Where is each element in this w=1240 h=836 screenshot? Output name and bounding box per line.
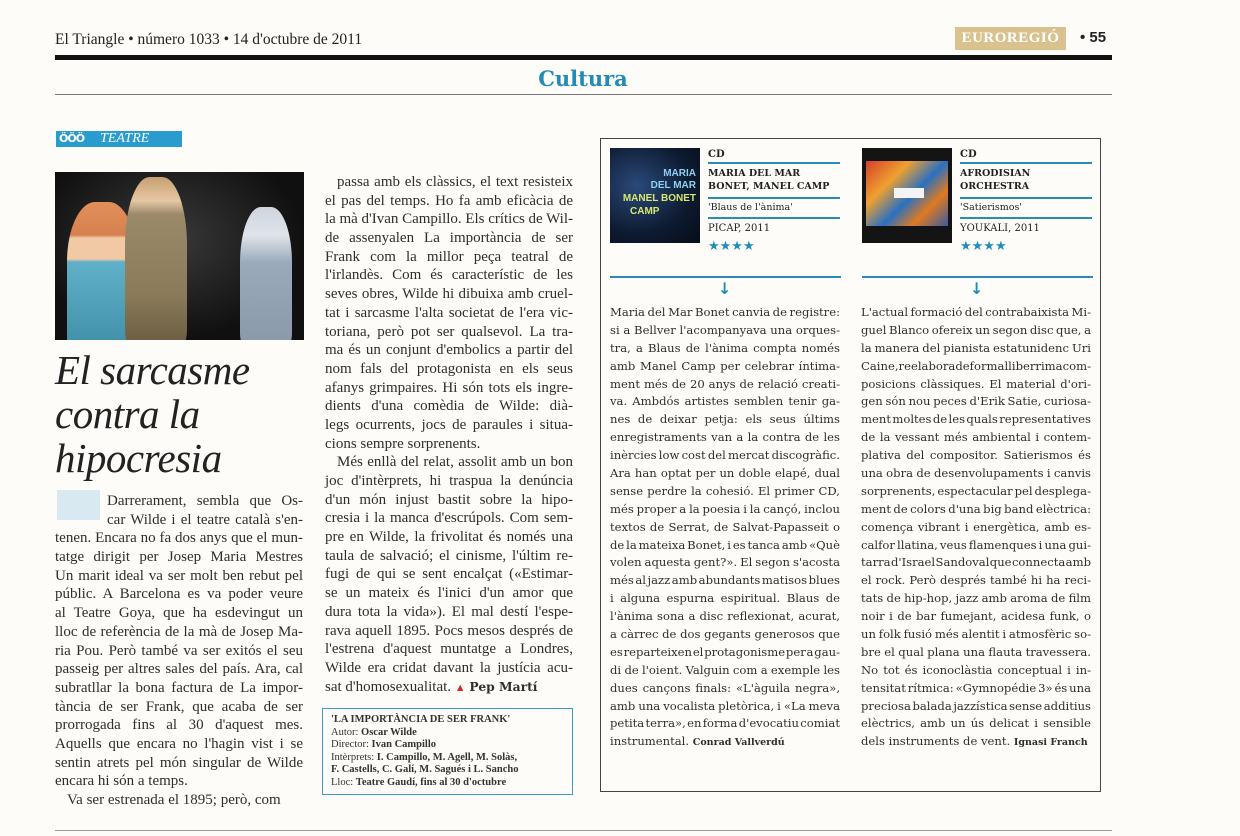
text-line — [55, 567, 304, 586]
text-line-content: L'actual formació del contrabaixista Mi- — [861, 305, 1091, 319]
text-line-content: subratllar la bona factura de La impor- — [55, 679, 303, 696]
text-line-content: amb una vocalista pletòrica, i «La meva — [610, 698, 840, 713]
text-line-content: de la mateixa Bonet, i es tanca amb «Què — [610, 537, 840, 552]
text-line-content: toriana, però pot ser qualsevol. La tra- — [325, 323, 573, 340]
text-line — [325, 435, 574, 454]
text-line — [325, 379, 574, 398]
artist-line: ORCHESTRA — [960, 180, 1030, 192]
category-label: TEATRE — [100, 131, 150, 146]
info-value: Teatre Gaudí, fins al 30 d'octubre — [355, 776, 507, 788]
text-line — [325, 248, 574, 267]
text-line-content: taula de salvació; el cinisme, l'últim re- — [325, 547, 573, 564]
text-line-content: de assenyalen La importància de ser — [325, 230, 573, 247]
text-line — [325, 229, 574, 248]
text-line — [610, 411, 841, 429]
text-line-content: l'ànima sona a disc reflexionat, acurat, — [610, 609, 840, 624]
review-label: YOUKALI, 2011 — [960, 223, 1040, 234]
text-line — [55, 754, 304, 773]
text-line-content: comença vibrant i energètica, amb es- — [861, 519, 1091, 534]
review-artist — [708, 164, 840, 199]
text-line — [325, 323, 574, 342]
text-line — [325, 528, 574, 547]
text-line-content: tats de hip-hop, jazz amb aroma de film — [861, 591, 1091, 606]
text-line — [861, 322, 1092, 340]
text-line — [55, 642, 304, 661]
footer-rule — [55, 830, 1112, 831]
text-line — [325, 491, 574, 510]
text-line-content: Frank com la millor peça teatral de — [325, 248, 573, 265]
cover-text: CAMP — [630, 206, 660, 217]
play-info-box — [322, 708, 573, 795]
text-line — [610, 698, 841, 716]
text-line-content: a càrrec de dos gegants generosos que — [610, 627, 840, 642]
text-line — [610, 608, 841, 626]
text-line-content: va. Ambdós artistes semblen tenir ga- — [610, 394, 840, 409]
text-line-content: una obra de desenvolupaments i canvis — [861, 466, 1091, 481]
review-divider — [862, 276, 1093, 278]
text-line — [55, 623, 304, 642]
cover-text: DEL MAR — [650, 180, 696, 191]
text-line-content: Maria del Mar Bonet canvia de registre: — [610, 305, 840, 319]
text-line-content: si a Bellver l'acompanyava una orques- — [610, 322, 840, 337]
text-line-content: tatge dirigit per Josep Maria Mestres — [55, 549, 303, 566]
info-row — [331, 739, 568, 752]
text-line-content: pre en Wilde, la frivolitat és només una — [325, 529, 573, 546]
headline-line: El sarcasme — [55, 347, 250, 393]
info-value: Oscar Wilde — [361, 726, 417, 738]
text-line-content: Caine, reelabora de forma lliberrima com- — [861, 358, 1091, 373]
text-line — [861, 644, 1092, 662]
review-album: 'Blaus de l'ànima' — [708, 199, 840, 219]
text-line-content: un folk fusió més alentit i atmosfèric so- — [861, 627, 1091, 642]
text-line — [610, 715, 841, 733]
text-line — [861, 608, 1092, 626]
text-line-content: afanys grimpaires. Hi són tots els ingre- — [325, 379, 573, 396]
text-line-content: l'estrena d'aquest muntatge a Londres, — [325, 641, 573, 658]
review-card-2 — [960, 148, 1092, 255]
text-line-content: Ara han optat per un doble elapé, dual — [610, 466, 840, 481]
text-line — [55, 604, 304, 623]
info-row — [331, 727, 568, 740]
text-line — [610, 572, 841, 590]
review-divider — [610, 276, 841, 278]
text-line — [610, 304, 841, 322]
text-line — [610, 662, 841, 680]
arrow-down-icon: ↓ — [718, 279, 732, 298]
text-line-content: dels instruments de vent. — [861, 734, 1011, 749]
section-title: Cultura — [538, 66, 628, 91]
info-row — [331, 764, 568, 777]
text-line — [325, 210, 574, 229]
text-line-content: públic. A Barcelona es va poder veure — [55, 586, 303, 603]
text-line-content: Wilde era cridat davant la justícia acu- — [325, 659, 573, 676]
actor-figure — [125, 177, 187, 340]
text-line — [610, 340, 841, 358]
text-line — [55, 772, 304, 791]
text-line-content: Darrerament, sembla que Os- — [107, 493, 303, 509]
review-album: 'Satierismos' — [960, 199, 1092, 219]
text-line-content: guel Blanco ofereix un segon disc que, a — [861, 322, 1091, 337]
text-line — [861, 572, 1092, 590]
text-line-content: joc d'intèrprets, hi traspua la denúncia — [325, 473, 573, 489]
author-name: Pep Martí — [469, 678, 538, 694]
text-line-content: No tot és iconoclàstia conceptual i in- — [861, 662, 1091, 677]
info-value: Ivan Campillo — [371, 739, 437, 750]
text-line — [861, 519, 1092, 537]
text-line — [861, 411, 1092, 429]
text-line — [861, 537, 1092, 555]
cover-text: MARIA — [663, 168, 696, 179]
text-line — [610, 483, 841, 501]
text-line — [861, 483, 1092, 501]
text-line-content: més proper a la poesia i la cançó, inclou — [610, 501, 840, 516]
text-line — [55, 716, 304, 735]
text-line-content: el rock. Però després també hi ha reci- — [861, 573, 1091, 588]
text-line — [861, 733, 1092, 751]
text-line-content: tensitat rítmica: «Gymnopédie 3» és una — [861, 680, 1091, 695]
section-rule — [55, 94, 1112, 95]
text-line — [610, 376, 841, 394]
text-line-content: bre el qual plana una flauta travessera. — [861, 644, 1091, 659]
text-line-content: ment més de 20 anys de relació creati- — [610, 376, 840, 391]
text-line — [610, 393, 841, 411]
text-line — [861, 554, 1092, 572]
artist-line: AFRODISIAN — [960, 168, 1031, 179]
text-line-content: dients d'una comèdia de Wilde: dià- — [325, 398, 573, 415]
review-author: Conrad Vallverdú — [692, 737, 785, 749]
text-line-content: Un marit ideal va ser molt ben rebut pel — [55, 567, 303, 584]
text-line-content: de la vessant més ambiental i contem- — [861, 430, 1091, 445]
text-line-content: preciosa balada jazzística sense additius — [861, 698, 1091, 713]
text-line — [55, 511, 304, 530]
text-line-content: amb Manel Camp per celebrar íntima- — [610, 358, 840, 373]
play-title: 'LA IMPORTÀNCIA DE SER FRANK' — [331, 714, 511, 725]
text-line — [861, 429, 1092, 447]
text-line-content: gen són nou peces d'Erik Satie, curiosa- — [861, 394, 1091, 409]
text-line — [325, 266, 574, 285]
text-line-content: se un mateix és l'inici d'un amor que — [325, 585, 573, 602]
text-line — [325, 472, 574, 491]
text-line — [861, 304, 1092, 322]
text-line — [325, 622, 574, 641]
page-number: • 55 — [1080, 29, 1107, 46]
text-line-content: Aquells que encara no l'hagin vist i se — [55, 735, 303, 752]
text-line — [610, 626, 841, 644]
text-line-content: al Teatre Goya, que ha esdevingut un — [55, 605, 303, 622]
info-label: Director: — [331, 739, 372, 750]
text-line-content: sense perdre la cohesió. El primer CD, — [610, 483, 840, 498]
text-line — [610, 644, 841, 662]
play-info-rows — [331, 727, 568, 790]
text-line — [610, 322, 841, 340]
red-triangle-icon: ▲ — [454, 681, 466, 694]
text-line-content: la manera del pianista estatunidenc Uri — [861, 340, 1091, 355]
text-line — [55, 698, 304, 717]
text-line-content: passeig per altres sales del país. Ara, cal — [55, 661, 303, 678]
text-line — [55, 679, 304, 698]
text-line — [861, 340, 1092, 358]
text-line — [861, 698, 1092, 716]
text-line — [55, 548, 304, 567]
text-line-content: tància de ser Frank, que acaba de ser — [55, 698, 303, 715]
three-circles-icon: ÖÖÖ — [59, 132, 85, 145]
text-line — [325, 341, 574, 360]
text-line-content: seves obres, Wilde hi dibuixa amb cruel- — [325, 286, 573, 303]
album-cover-satierismos — [862, 148, 952, 243]
arrow-down-icon: ↓ — [970, 279, 984, 298]
text-line — [861, 358, 1092, 376]
cover-text: MANEL BONET — [622, 193, 696, 204]
text-line — [861, 680, 1092, 698]
text-line — [861, 376, 1092, 394]
article-column-2 — [325, 173, 574, 696]
text-line-content: tarra d'Israel Sandoval que connecta amb — [861, 555, 1091, 570]
text-line-content: la mà d'Ivan Campillo. Els crítics de Wil- — [325, 211, 573, 228]
star-rating: ★★★★ — [708, 239, 755, 254]
text-line — [325, 453, 574, 472]
text-line — [610, 519, 841, 537]
text-line-content: car Wilde i el teatre català s'en- — [107, 511, 303, 528]
text-line — [55, 660, 304, 679]
text-line — [610, 680, 841, 698]
text-line-content: ria Pou. Però també va ser exitós el seu — [55, 642, 303, 659]
text-line-content: plativa del compositor. Satierismos és — [861, 448, 1091, 463]
section-badge: EUROREGIÓ — [955, 27, 1066, 50]
masthead: El Triangle • número 1033 • 14 d'octubre de 2011 — [55, 31, 363, 48]
text-line — [325, 360, 574, 379]
text-line-content: l'irlandès. Com és característic de les — [325, 267, 573, 284]
text-line — [861, 590, 1092, 608]
text-line-content: petita terra», en forma d'evocatiu comiat — [610, 716, 840, 731]
album-cover-blaus — [610, 148, 700, 243]
text-line — [325, 509, 574, 528]
text-line-content: nom fals del protagonista en els seus — [325, 360, 573, 377]
text-line-content: lloc de referència de la mà de Josep Ma- — [55, 623, 303, 640]
text-line — [325, 584, 574, 603]
text-line-content: passa amb els clàssics, el text resisteix — [337, 174, 573, 190]
text-line — [610, 554, 841, 572]
text-line — [610, 447, 841, 465]
review-text-1 — [610, 304, 841, 751]
info-label: Autor: — [331, 726, 362, 738]
text-line-content: fugi de qui se sent encalçat («Estimar- — [325, 566, 573, 583]
text-line — [861, 662, 1092, 680]
text-line — [861, 447, 1092, 465]
text-line-content: i alguna espurna espiritual. Blaus de — [610, 591, 840, 606]
text-line-content: instrumental. — [610, 734, 690, 749]
info-row — [331, 777, 568, 790]
text-line-content: prorrogada fins al 30 d'aquest mes. — [55, 717, 303, 734]
text-line-content: dues cançons finals: «L'àguila negra», — [610, 680, 840, 695]
text-line-content: tenen. Encara no fa dos anys que el mun- — [55, 530, 303, 547]
text-line-content: es reparteixen el protagonisme per a gau- — [610, 644, 840, 659]
text-line — [610, 465, 841, 483]
info-value: F. Castells, C. Galí, M. Sagués i L. Sancho — [331, 764, 519, 775]
text-line-content: cions sempre sorprenents. — [325, 435, 481, 452]
text-line-content: legs ocurrents, jocs de paraules i situa- — [325, 416, 573, 433]
text-line — [325, 640, 574, 659]
info-row — [331, 752, 568, 765]
text-line-content: sorprenents, espectacular pel desplega- — [861, 483, 1091, 498]
text-line — [55, 585, 304, 604]
text-line-content: ma és un conjunt d'embolics a partir del — [325, 342, 573, 359]
article-photo — [55, 172, 304, 340]
text-line-content: enregistraments van a la contra de les — [610, 430, 840, 445]
review-type: CD — [708, 148, 840, 164]
text-line-content: elèctrics, amb un ús delicat i sensible — [861, 716, 1091, 731]
text-line-content: tra, a Blaus de l'ànima compta només — [610, 340, 840, 355]
text-line-content: Més enllà del relat, assolit amb un bon — [337, 454, 573, 471]
text-line-content: més al jazz amb abundants matisos blues — [610, 573, 840, 588]
review-artist — [960, 164, 1092, 199]
headline — [55, 348, 250, 480]
cover-piano-keys — [894, 188, 924, 198]
text-line — [861, 393, 1092, 411]
text-line-content: Va ser estrenada el 1895; però, com — [67, 792, 281, 808]
text-line — [55, 791, 304, 810]
text-line-content: cresia i la manca d'escrúpols. Com sem- — [325, 510, 573, 527]
text-line — [55, 735, 304, 754]
text-line — [325, 192, 574, 211]
text-line — [610, 733, 841, 751]
review-type: CD — [960, 148, 1092, 164]
text-line-content: volen aquesta gent?». El segon s'acosta — [610, 555, 840, 570]
text-line — [325, 565, 574, 584]
text-line-content: sentin atrets pel món singular de Wilde — [55, 754, 303, 771]
text-line-content: ment de colors d'una big band elèctrica: — [861, 501, 1091, 516]
text-line-content: encara hi són a temps. — [55, 773, 188, 790]
text-line-content: calfor llatina, veus flamenques i una gui- — [861, 537, 1091, 552]
text-line — [325, 416, 574, 435]
text-line — [55, 529, 304, 548]
info-label: Lloc: — [331, 776, 356, 788]
article-column-1 — [55, 492, 304, 810]
text-line — [325, 678, 574, 697]
text-line-content: ment moltes de les quals representatives — [861, 412, 1091, 427]
text-line — [325, 547, 574, 566]
text-line-content: d'un món injust bastit sobre la hipo- — [325, 491, 573, 508]
info-value: I. Campillo, M. Agell, M. Solàs, — [376, 751, 518, 763]
text-line-content: textos de Serrat, de Salvat-Papasseit o — [610, 519, 840, 534]
category-tag — [56, 131, 182, 147]
text-line — [325, 285, 574, 304]
text-line — [610, 429, 841, 447]
text-line — [610, 537, 841, 555]
artist-line: BONET, MANEL CAMP — [708, 180, 830, 192]
text-line-content: rava aquell 1895. Pocs mesos després de — [325, 622, 573, 639]
review-text-2 — [861, 304, 1092, 751]
text-line — [861, 501, 1092, 519]
info-label: Intèrprets: — [331, 751, 377, 763]
text-line-content: di de l'oient. Valguin com a exemple les — [610, 662, 840, 677]
text-line — [325, 603, 574, 622]
headline-line: hipocresia — [55, 435, 222, 481]
actor-figure — [240, 207, 292, 340]
review-label: PICAP, 2011 — [708, 223, 771, 234]
text-line — [610, 501, 841, 519]
star-rating: ★★★★ — [960, 239, 1007, 254]
text-line-content: posicions clàssiques. El material d'ori- — [861, 376, 1091, 391]
text-line-content: inèrcies low cost del mercat discogràfic. — [610, 448, 840, 463]
header-rule — [55, 55, 1112, 60]
text-line-content: el pas del temps. Ho fa amb eficàcia de — [325, 192, 573, 209]
text-line — [325, 659, 574, 678]
text-line — [861, 465, 1092, 483]
text-line — [325, 304, 574, 323]
review-card-1 — [708, 148, 840, 255]
text-line — [861, 715, 1092, 733]
text-line — [610, 358, 841, 376]
text-line — [325, 173, 574, 192]
review-author: Ignasi Franch — [1013, 737, 1088, 749]
text-line-content: noir i de bar fumejant, acidesa funk, o — [861, 609, 1091, 624]
text-line-content: tat i sarcasme l'alta societat de l'era vic- — [325, 304, 573, 321]
text-line-content: nes de deixar petja: els seus últims — [610, 412, 840, 427]
text-line — [861, 626, 1092, 644]
headline-line: contra la — [55, 391, 200, 437]
text-line-content: dura tota la vida»). El mal destí l'espe- — [325, 603, 573, 620]
text-line — [325, 397, 574, 416]
artist-line: MARIA DEL MAR — [708, 168, 801, 179]
text-line — [55, 492, 304, 511]
text-line — [610, 590, 841, 608]
text-line-content: sat d'homosexualitat. — [325, 678, 452, 695]
